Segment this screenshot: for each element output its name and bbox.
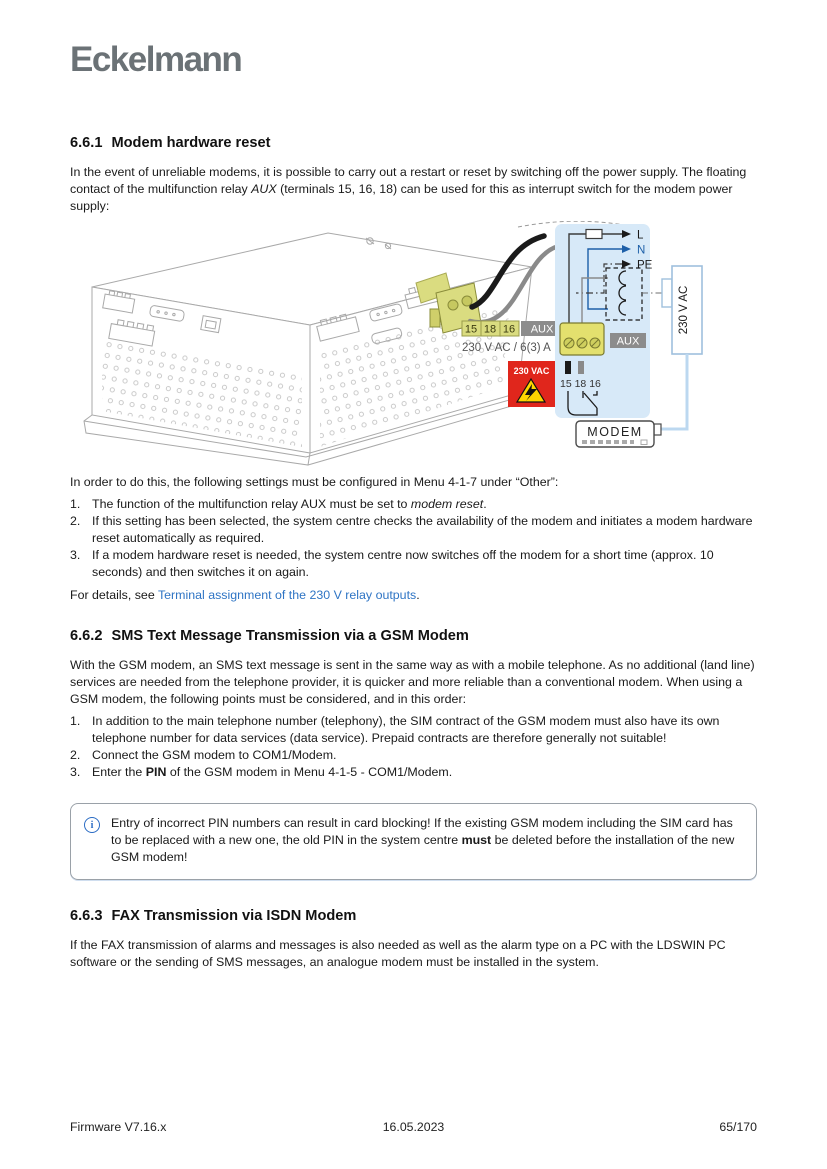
info-note-box bbox=[70, 803, 757, 880]
modem-wiring-diagram bbox=[70, 221, 760, 466]
section-number: 6.6.3 bbox=[70, 908, 103, 924]
section-661-intro: In the event of unreliable modems, it is possible to carry out a restart or reset by switching off the power supply. The floating contact of the multifunction relay AUX (terminals 15, 16, 18) can be used for this as interrupt switch for the modem power supply: bbox=[70, 165, 747, 213]
wire-n-label: N bbox=[637, 244, 646, 257]
modem-power-line bbox=[660, 354, 687, 429]
details-link-line: For details, see Terminal assignment of the 230 V relay outputs. bbox=[70, 588, 420, 602]
rating-label: 230 V AC / 6(3) A bbox=[462, 342, 551, 354]
svg-text:18: 18 bbox=[483, 323, 497, 336]
terminal-numbers: 15 18 16 bbox=[560, 378, 601, 390]
steps-661 bbox=[70, 496, 757, 581]
config-intro: In order to do this, the following settings must be configured in Menu 4-1-7 under “Other”: bbox=[70, 475, 559, 489]
section-title: SMS Text Message Transmission via a GSM Modem bbox=[111, 628, 469, 644]
terminal-assignment-link[interactable]: Terminal assignment of the 230 V relay outputs bbox=[157, 588, 417, 602]
aux-device-label: AUX bbox=[530, 323, 554, 336]
wire-l-label: L bbox=[637, 229, 644, 242]
warning-text: 230 VAC bbox=[513, 366, 550, 376]
section-title: FAX Transmission via ISDN Modem bbox=[111, 908, 357, 924]
aux-schematic-label: AUX bbox=[616, 335, 640, 348]
wiring-figure bbox=[70, 221, 760, 466]
svg-text:15: 15 bbox=[464, 323, 478, 336]
section-title: Modem hardware reset bbox=[111, 135, 271, 151]
voltage-warning-sticker bbox=[508, 361, 555, 407]
svg-text:16: 16 bbox=[502, 323, 516, 336]
modem-box bbox=[576, 421, 661, 447]
section-heading-662 bbox=[70, 628, 757, 644]
modem-label: MODEM bbox=[587, 425, 643, 439]
note-text: Entry of incorrect PIN numbers can result in card blocking! If the existing GSM modem including the SIM card has to be replaced with a new one, the old PIN in the system centre must be deleted before the installation of the new GSM modem! bbox=[111, 816, 735, 865]
list-item: 2. Connect the GSM modem to COM1/Modem. bbox=[70, 748, 337, 762]
section-number: 6.6.2 bbox=[70, 628, 103, 644]
section-heading-663 bbox=[70, 908, 757, 924]
section-heading-661 bbox=[70, 135, 757, 151]
list-item: 3. If a modem hardware reset is needed, the system centre now switches off the modem for a short time (approx. 10 seconds) and then switches it on again. bbox=[70, 548, 714, 579]
list-item: 2. If this setting has been selected, the system centre checks the availability of the modem and initiates a modem hardware reset automatically as required. bbox=[70, 514, 753, 545]
supply-label: 230 V AC bbox=[678, 285, 690, 335]
footer-page-number: 65/170 bbox=[719, 1120, 757, 1134]
eckelmann-logo: Eckelmann bbox=[70, 40, 242, 79]
list-item: 3. Enter the PIN of the GSM modem in Menu 4-1-5 - COM1/Modem. bbox=[70, 765, 453, 779]
steps-662 bbox=[70, 713, 757, 781]
footer-firmware: Firmware V7.16.x bbox=[70, 1120, 167, 1134]
info-icon: i bbox=[84, 817, 100, 833]
section-662-intro: With the GSM modem, an SMS text message is sent in the same way as with a mobile telephone. As no additional (land line) services are needed from the telephone provider, it is quicker and more reliable than a conventional modem. When using a GSM modem, the following points must be considered, and in this order: bbox=[70, 658, 755, 706]
wire-pe-label: PE bbox=[637, 259, 653, 272]
list-item: 1. The function of the multifunction relay AUX must be set to modem reset. bbox=[70, 497, 487, 511]
page-footer bbox=[70, 1120, 757, 1134]
list-item: 1. In addition to the main telephone number (telephony), the SIM contract of the GSM modem must also have its own telephone number for data services (data service). Prepaid contracts are therefore generally not suitable! bbox=[70, 714, 720, 745]
section-663-intro: If the FAX transmission of alarms and messages is also needed as well as the alarm type on a PC with the LDSWIN PC software or the sending of SMS messages, an analogue modem must be installed in the system. bbox=[70, 938, 726, 969]
supply-box bbox=[662, 266, 702, 354]
section-number: 6.6.1 bbox=[70, 135, 103, 151]
footer-date: 16.05.2023 bbox=[382, 1120, 445, 1134]
